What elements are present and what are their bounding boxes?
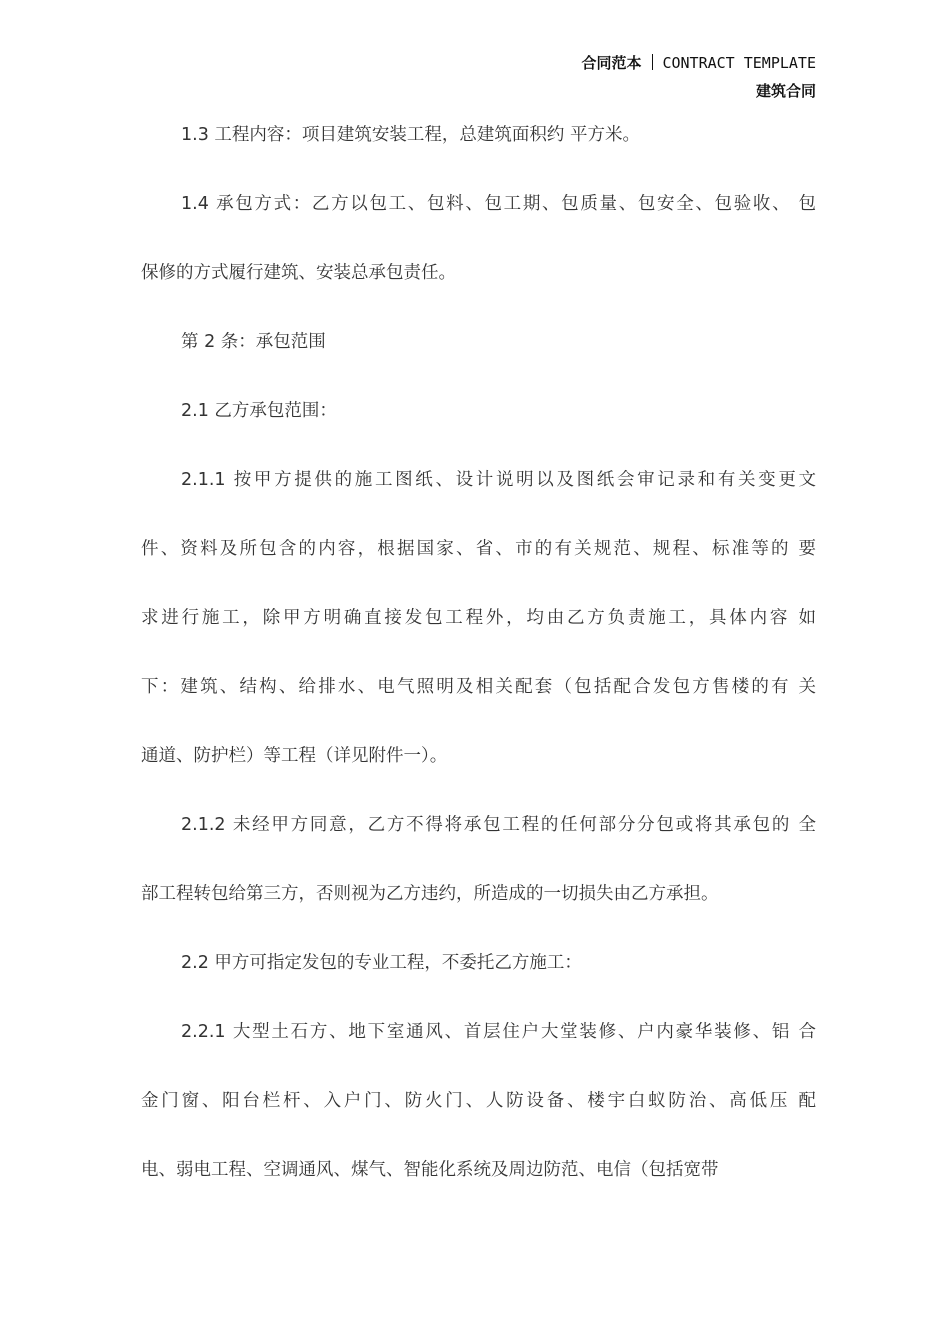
clause-2-1-2-line-1: 2.1.2 未经甲方同意，乙方不得将承包工程的任何部分分包或将其承包的 全: [181, 815, 816, 835]
clause-2-1-2-line-2: 部工程转包给第三方，否则视为乙方违约，所造成的一切损失由乙方承担。: [141, 884, 719, 904]
clause-2-1-1-line-5: 通道、防护栏）等工程（详见附件一）。: [141, 746, 448, 766]
header-separator: [652, 54, 653, 70]
header-title-line: [581, 50, 816, 76]
clause-2-2-1-line-1: 2.2.1 大型土石方、地下室通风、首层住户大堂装修、户内豪华装修、铝 合: [181, 1022, 816, 1042]
clause-1-4-line-1: 1.4 承包方式：乙方以包工、包料、包工期、包质量、包安全、包验收、 包: [181, 194, 816, 214]
page-header: [581, 50, 816, 106]
clause-1-3-line: 1.3 工程内容：项目建筑安装工程，总建筑面积约 平方米。: [181, 125, 640, 145]
clause-2-2-1-line-3: 电、弱电工程、空调通风、煤气、智能化系统及周边防范、电信（包括宽带: [141, 1160, 719, 1180]
header-doc-type: 建筑合同: [755, 82, 816, 100]
clause-2-2-heading: 2.2 甲方可指定发包的专业工程，不委托乙方施工：: [181, 953, 582, 973]
clause-2-1-1-line-3: 求进行施工，除甲方明确直接发包工程外，均由乙方负责施工，具体内容 如: [141, 608, 816, 628]
clause-2-1-1-line-1: 2.1.1 按甲方提供的施工图纸、设计说明以及图纸会审记录和有关变更文: [181, 470, 816, 490]
header-label-en: CONTRACT TEMPLATE: [662, 54, 816, 72]
clause-2-2-1-line-2: 金门窗、阳台栏杆、入户门、防火门、人防设备、楼宇白蚁防治、高低压 配: [141, 1091, 816, 1111]
article-2-heading: 第 2 条：承包范围: [181, 332, 326, 352]
clause-2-1-1-line-2: 件、资料及所包含的内容，根据国家、省、市的有关规范、规程、标准等的 要: [141, 539, 816, 559]
clause-2-1-heading: 2.1 乙方承包范围：: [181, 401, 337, 421]
header-category: 合同范本: [581, 54, 642, 72]
clause-1-4-line-2: 保修的方式履行建筑、安装总承包责任。: [141, 263, 456, 283]
clause-2-1-1-line-4: 下：建筑、结构、给排水、电气照明及相关配套（包括配合发包方售楼的有 关: [141, 677, 816, 697]
contract-body: [141, 101, 816, 1205]
